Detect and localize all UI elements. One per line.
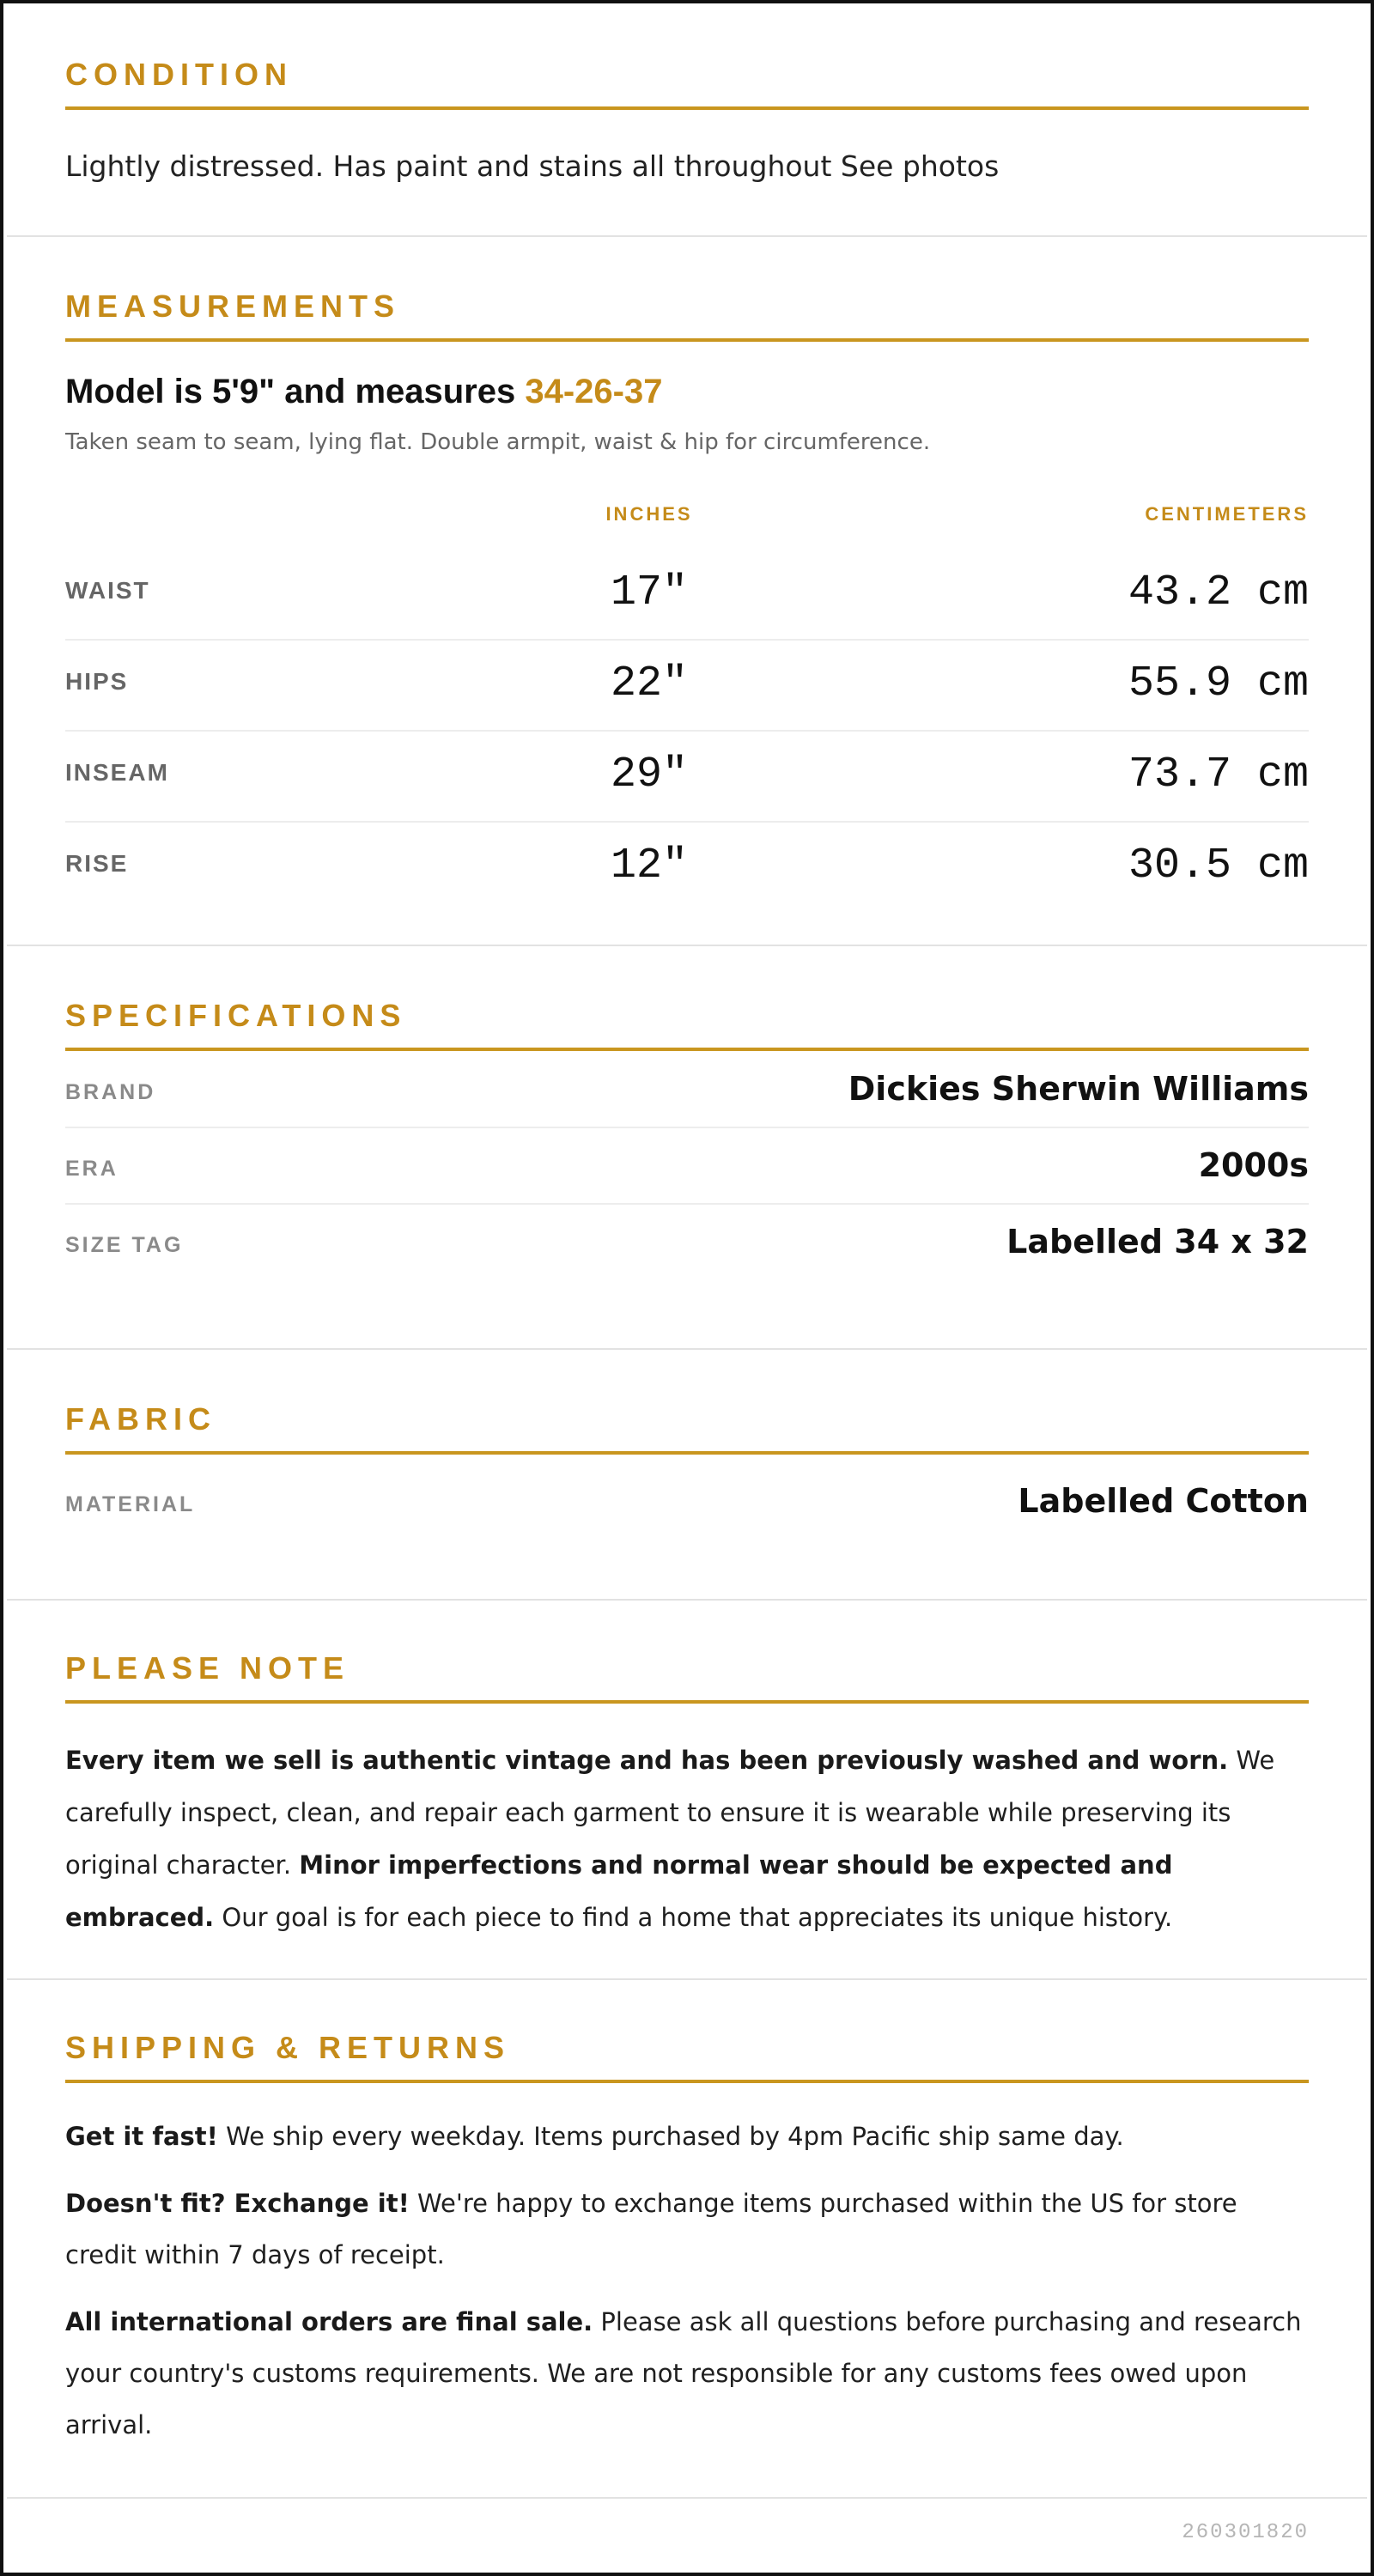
measurement-cm: 55.9 cm [1128,659,1309,708]
shipping-section [7,1978,1367,2499]
measurement-row-rise [65,821,1309,912]
fabric-rule [65,1451,1309,1455]
please-note-section [7,1599,1367,1980]
inches-column-header: INCHES [605,503,693,525]
spec-label: BRAND [65,1080,156,1104]
model-prefix: Model is 5'9" and measures [65,373,526,410]
measurements-title: MEASUREMENTS [65,289,401,324]
spec-value: Labelled 34 x 32 [1006,1223,1309,1261]
measurement-label: INSEAM [65,759,169,786]
please-note-text-2: Our goal is for each piece to find a home that appreciates its unique history. [214,1903,1173,1932]
spec-label: MATERIAL [65,1492,196,1516]
measurements-section [7,235,1367,946]
shipping-text-3: Please ask all questions before purchasing and research your country's customs requirements. We are not responsible for any customs fees owed upon arrival. [65,2307,1302,2439]
measurements-rule [65,338,1309,342]
model-info [65,373,662,411]
measurement-inches: 22" [610,659,688,708]
shipping-bold-2: Doesn't fit? Exchange it! [65,2189,410,2218]
shipping-paragraph-3 [65,2296,1309,2451]
fabric-title: FABRIC [65,1401,216,1437]
specifications-title: SPECIFICATIONS [65,998,407,1033]
please-note-rule [65,1700,1309,1704]
measurement-row-hips [65,639,1309,732]
measurement-label: WAIST [65,577,150,604]
spec-row-era [65,1127,1309,1205]
please-note-bold-1: Every item we sell is authentic vintage and has been previously washed and worn. [65,1746,1229,1775]
spec-value: Dickies Sherwin Williams [848,1070,1309,1108]
shipping-bold-3: All international orders are final sale. [65,2307,593,2336]
spec-row-size-tag [65,1204,1309,1279]
product-code: 260301820 [1182,2521,1309,2544]
measurement-inches: 29" [610,750,688,799]
condition-rule [65,106,1309,110]
spec-value: 2000s [1198,1146,1309,1184]
measurement-cm: 30.5 cm [1128,841,1309,890]
measurement-row-waist [65,548,1309,641]
spec-row-brand [65,1051,1309,1128]
specifications-section [7,945,1367,1350]
please-note-text [65,1735,1309,1944]
measurement-note: Taken seam to seam, lying flat. Double armpit, waist & hip for circumference. [65,429,931,455]
condition-text: Lightly distressed. Has paint and stains all throughout See photos [65,149,1000,183]
measurement-label: RISE [65,850,129,877]
shipping-paragraph-1 [65,2111,1309,2162]
shipping-title: SHIPPING & RETURNS [65,2030,511,2065]
measurement-cm: 73.7 cm [1128,750,1309,799]
shipping-bold-1: Get it fast! [65,2122,218,2151]
measurement-inches: 12" [610,841,688,890]
shipping-text-1: We ship every weekday. Items purchased by 4pm Pacific ship same day. [217,2122,1124,2151]
spec-value: Labelled Cotton [1018,1482,1309,1520]
spec-label: SIZE TAG [65,1233,184,1257]
spec-label: ERA [65,1157,119,1181]
measurement-label: HIPS [65,668,129,695]
shipping-rule [65,2080,1309,2083]
measurement-row-inseam [65,730,1309,823]
shipping-text-2: We're happy to exchange items purchased within the US for store credit within 7 days of receipt. [65,2189,1237,2269]
shipping-paragraph-2 [65,2178,1309,2281]
condition-section [7,3,1367,237]
spec-row-material [65,1463,1309,1539]
please-note-bold-2: Minor imperfections and normal wear should be expected and embraced. [65,1850,1173,1932]
measurement-inches: 17" [610,568,688,617]
model-measures: 34-26-37 [525,373,663,410]
fabric-section [7,1348,1367,1601]
centimeters-column-header: CENTIMETERS [1145,503,1309,525]
please-note-title: PLEASE NOTE [65,1650,350,1686]
please-note-text-1: We carefully inspect, clean, and repair each garment to ensure it is wearable while preserving its original character. [65,1746,1275,1880]
measurement-cm: 43.2 cm [1128,568,1309,617]
condition-title: CONDITION [65,57,293,92]
